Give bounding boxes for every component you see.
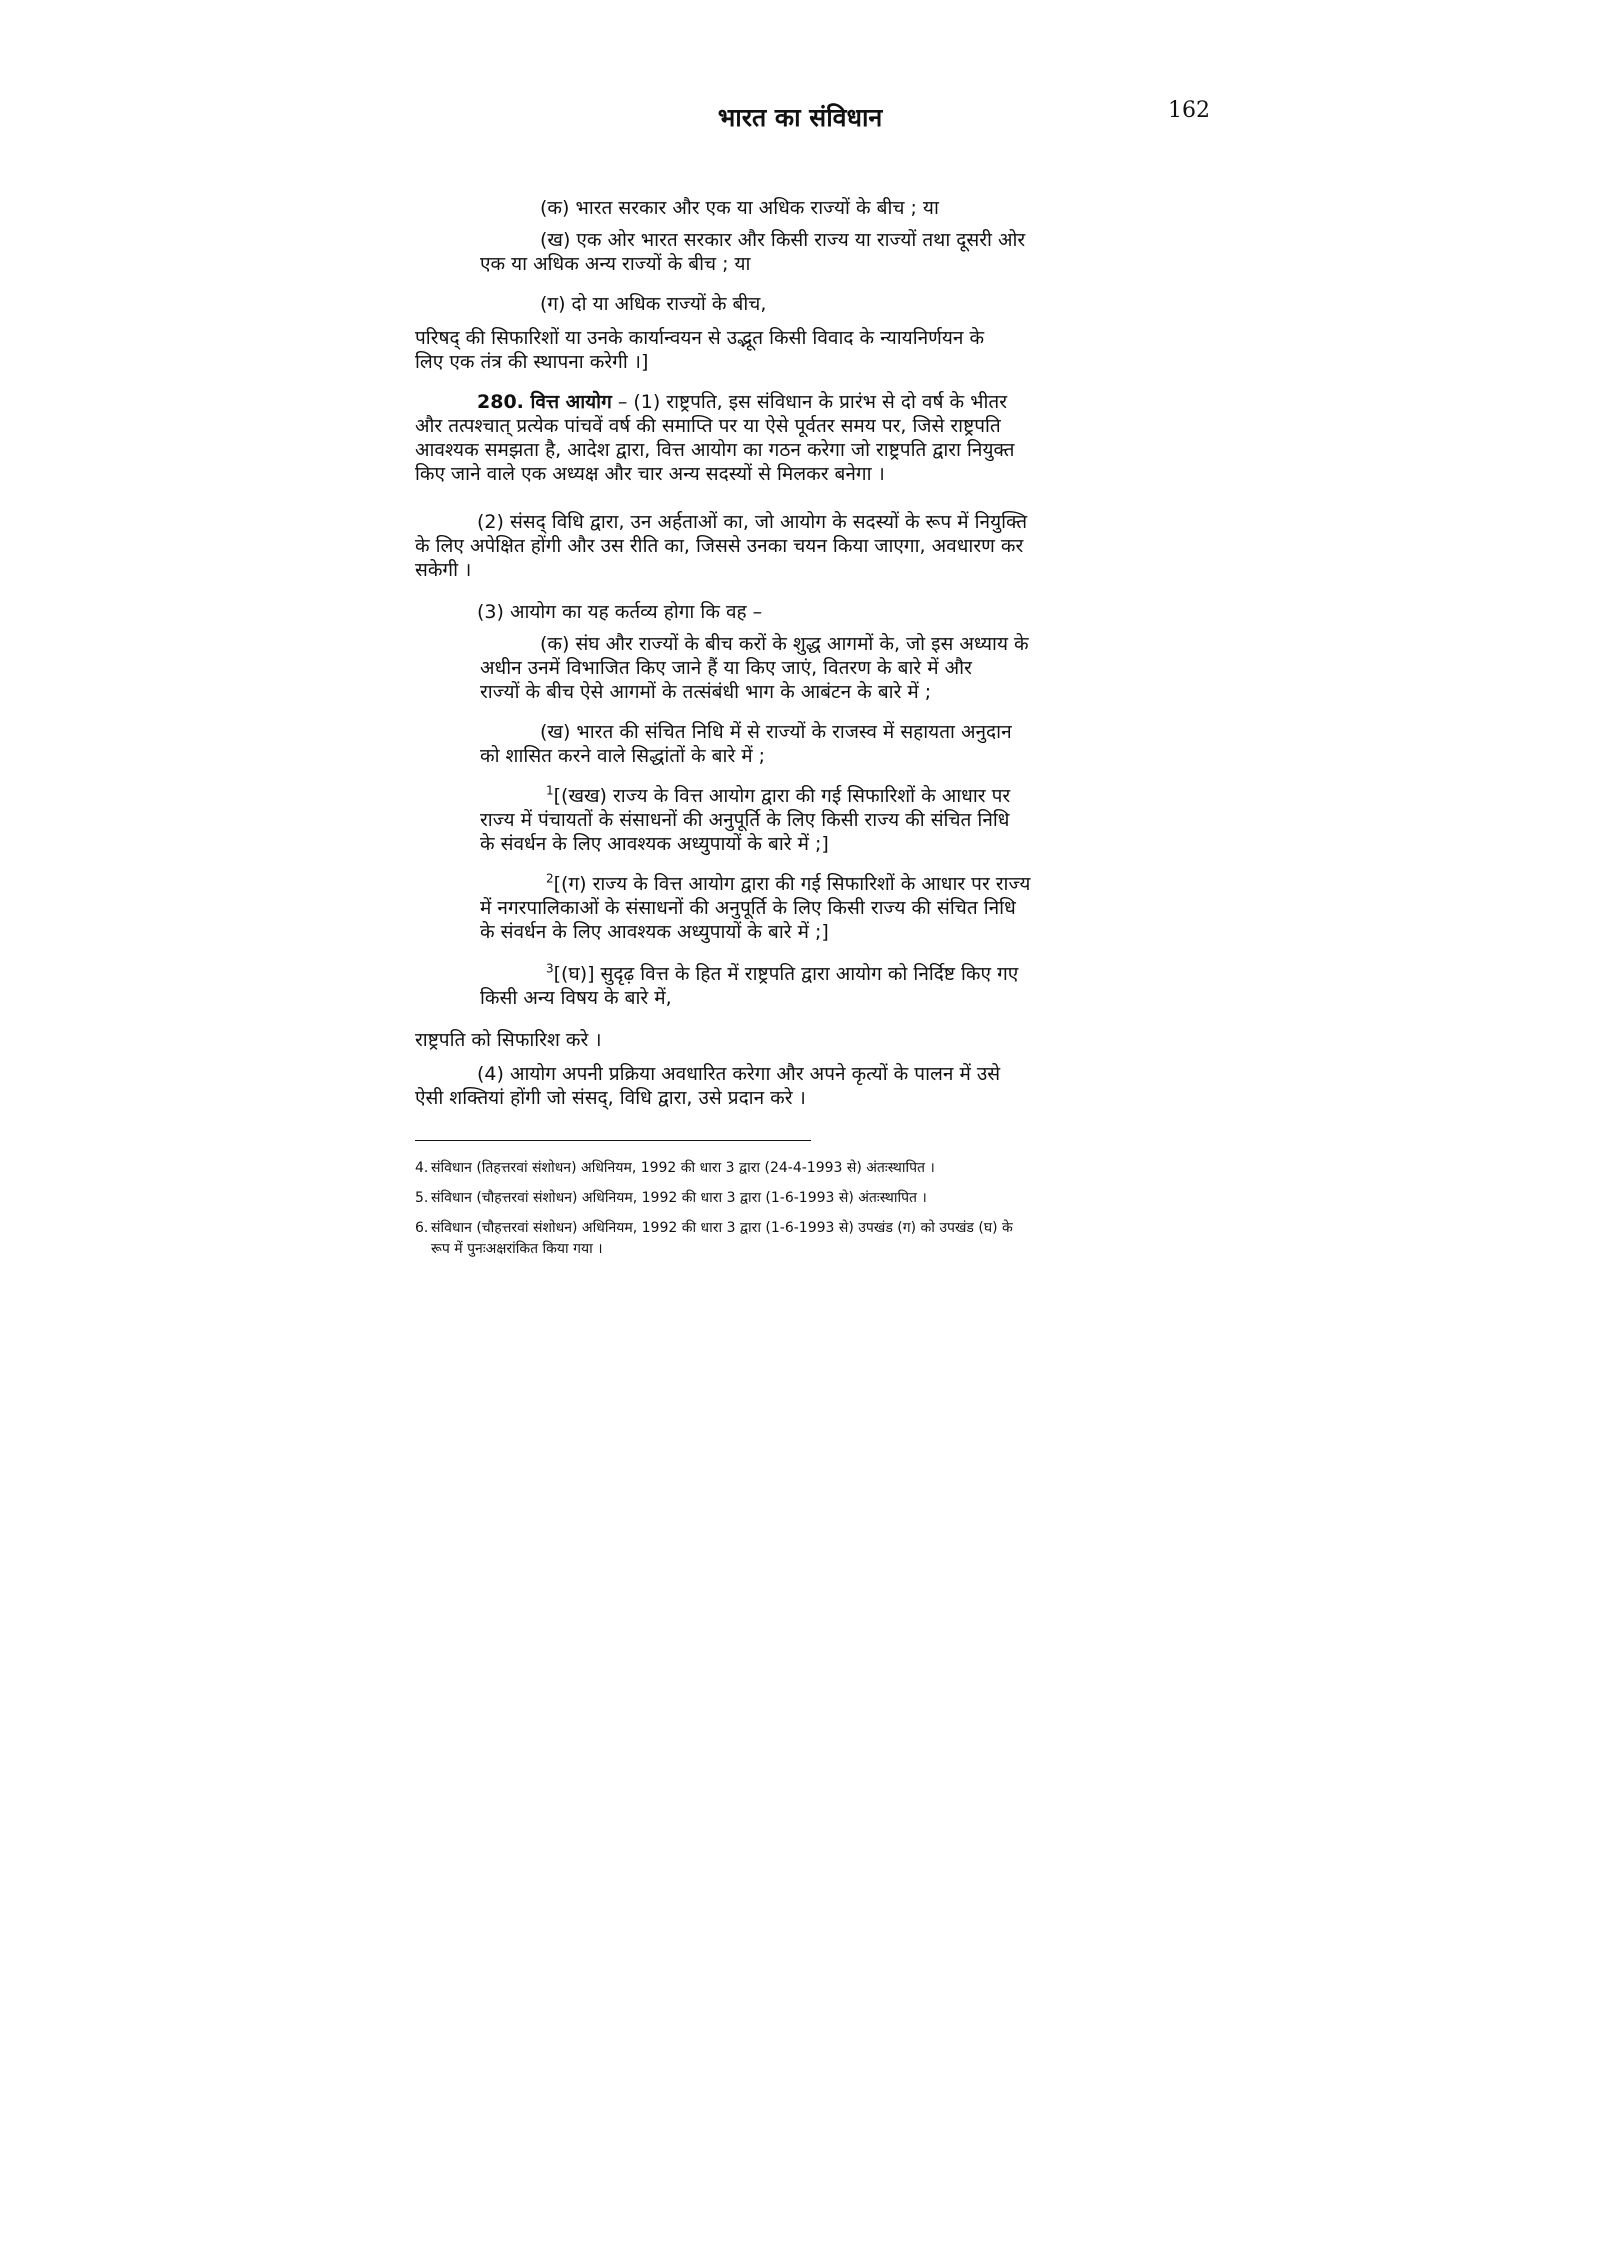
- footnote-5: 5. संविधान (चौहत्तरवां संशोधन) अधिनियम, 1992 की धारा 3 द्वारा (1-6-1993 से) अंतःस्थापित ।: [415, 1190, 927, 1206]
- recommend-line: राष्ट्रपति को सिफारिश करे ।: [415, 1029, 602, 1051]
- article-280-clause-3: (3) आयोग का यह कर्तव्य होगा कि वह –: [477, 601, 763, 623]
- subclause-gha: $^3$[(घ)] सुदृढ़ वित्त के हित में राष्ट्रपति द्वारा आयोग को निर्दिष्ट किए गए किसी अन्य विषय के बारे में,: [480, 961, 1019, 1009]
- article-280-clause-2: (2) संसद् विधि द्वारा, उन अर्हताओं का, जो आयोग के सदस्यों के रूप में नियुक्ति के लिए अपेक्षित होंगी और उस रीति का, जिससे उनका चयन किया जाएगा, अवधारण कर सकेगी ।: [415, 511, 1028, 581]
- page-title: भारत का संविधान: [717, 103, 883, 132]
- footnote-ref: 3: [546, 961, 554, 976]
- closing-paragraph: परिषद् की सिफारिशों या उनके कार्यान्वयन से उद्भूत किसी विवाद के न्यायनिर्णयन के लिए एक तंत्र की स्थापना करेगी ।]: [415, 327, 985, 373]
- article-280-clause-4: (4) आयोग अपनी प्रक्रिया अवधारित करेगा और अपने कृत्यों के पालन में उसे ऐसी शक्तियां होंगी जो संसद्, विधि द्वारा, उसे प्रदान करे ।: [415, 1063, 1001, 1109]
- subclause-kha: (ख) भारत की संचित निधि में से राज्यों के राजस्व में सहायता अनुदान को शासित करने वाले सिद्धांतों के बारे में ;: [480, 721, 1012, 767]
- clause-kha: (ख) एक ओर भारत सरकार और किसी राज्य या राज्यों तथा दूसरी ओर एक या अधिक अन्य राज्यों के बीच ; या: [480, 229, 1026, 275]
- clause-ka: (क) भारत सरकार और एक या अधिक राज्यों के बीच ; या: [540, 197, 939, 219]
- article-280-heading: 280. वित्त आयोग: [477, 391, 612, 413]
- clause-ga: (ग) दो या अधिक राज्यों के बीच,: [540, 293, 767, 315]
- footnote-ref: 2: [546, 871, 554, 886]
- article-280-clause-1: 280. वित्त आयोग – (1) राष्ट्रपति, इस संविधान के प्रारंभ से दो वर्ष के भीतर और तत्पश्चात् प्रत्येक पांचवें वर्ष की समाप्ति पर या ऐसे पूर्वतर समय पर, जिसे राष्ट्रपति आवश्यक समझता है, आदेश द्वारा, वित्त आयोग का गठन करेगा जो राष्ट्रपति द्वारा नियुक्त किए जाने वाले एक अध्यक्ष और चार अन्य सदस्यों से मिलकर बनेगा ।: [415, 391, 1015, 485]
- subclause-ga: $^2$[(ग) राज्य के वित्त आयोग द्वारा की गई सिफारिशों के आधार पर राज्य में नगरपालिकाओं के संसाधनों की अनुपूर्ति के लिए किसी राज्य की संचित निधि के संवर्धन के लिए आवश्यक अध्युपायों के बारे में ;]: [480, 871, 1031, 943]
- subclause-khakha: $^1$[(खख) राज्य के वित्त आयोग द्वारा की गई सिफारिशों के आधार पर राज्य में पंचायतों के संसाधनों की अनुपूर्ति के लिए किसी राज्य की संचित निधि के संवर्धन के लिए आवश्यक अध्युपायों के बारे में ;]: [480, 783, 1011, 855]
- footnote-6: 6. संविधान (चौहत्तरवां संशोधन) अधिनियम, 1992 की धारा 3 द्वारा (1-6-1993 से) उपखंड (ग) को उपखंड (घ) के रूप में पुनःअक्षरांकित किया गया ।: [415, 1220, 1013, 1257]
- footnote-4: 4. संविधान (तिहत्तरवां संशोधन) अधिनियम, 1992 की धारा 3 द्वारा (24-4-1993 से) अंतःस्थापित ।: [415, 1160, 935, 1176]
- subclause-ka: (क) संघ और राज्यों के बीच करों के शुद्ध आगमों के, जो इस अध्याय के अधीन उनमें विभाजित किए जाने हैं या किए जाएं, वितरण के बारे में और राज्यों के बीच ऐसे आगमों के तत्संबंधी भाग के आबंटन के बारे में ;: [480, 633, 1029, 703]
- footnote-divider: [415, 1140, 811, 1141]
- footnote-ref: 1: [546, 783, 554, 798]
- page-number: 162: [1168, 98, 1210, 123]
